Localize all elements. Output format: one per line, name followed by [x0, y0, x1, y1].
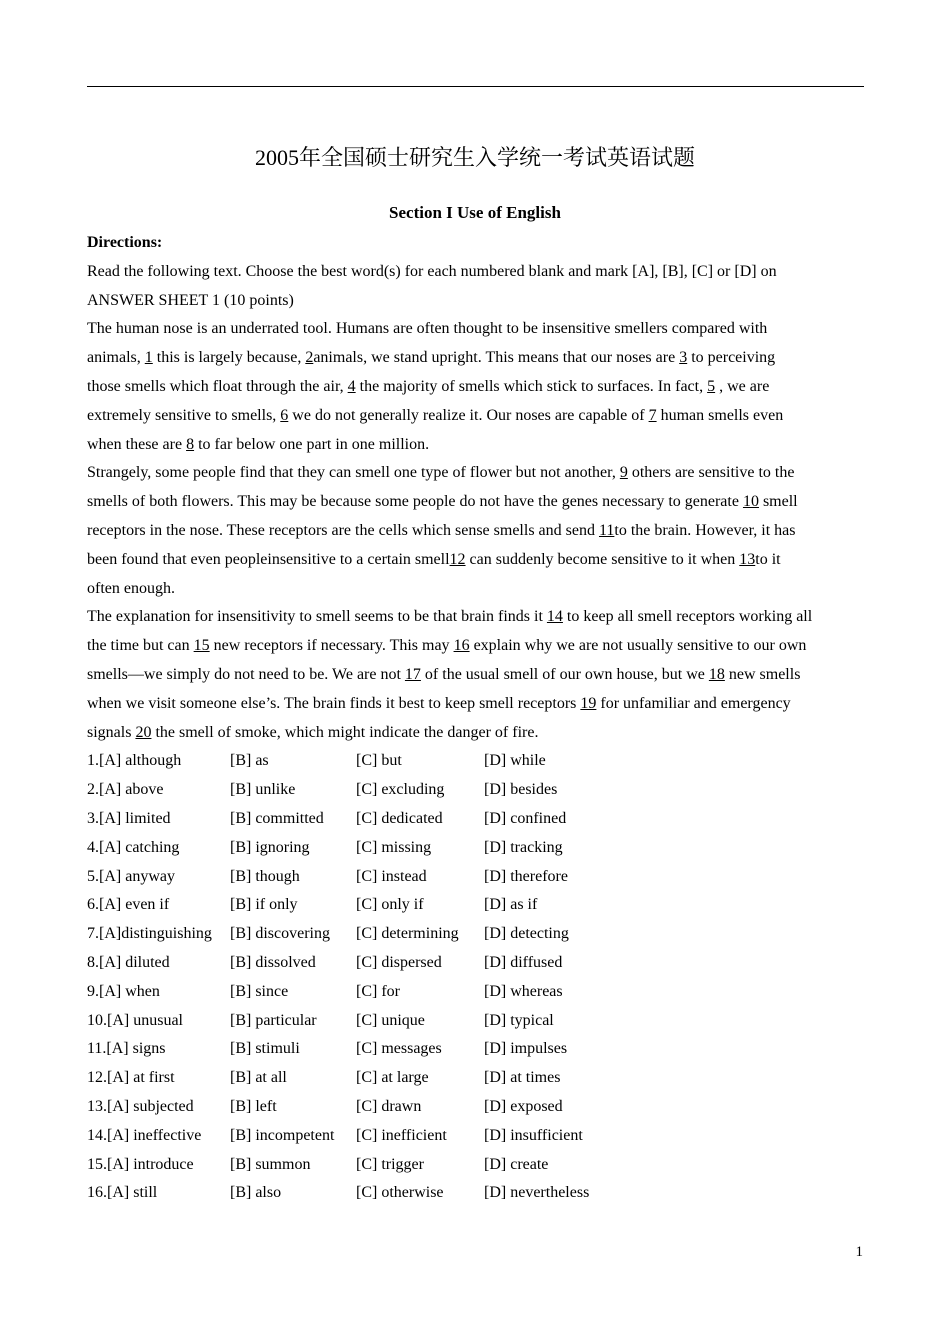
text-run: new smells [724, 665, 801, 683]
text-run: of the usual smell of our own house, but we [420, 665, 709, 683]
option-b: [B] left [230, 1097, 277, 1115]
text-run: to keep all smell receptors working all [562, 608, 813, 626]
option-b: [B] committed [230, 809, 324, 827]
text-run: smell [758, 493, 798, 511]
option-a: 3.[A] limited [87, 809, 171, 827]
text-run: can suddenly become sensitive to it when [465, 550, 740, 568]
text-run: human smells even [656, 406, 784, 424]
option-c: [C] only if [356, 896, 424, 914]
option-row [87, 805, 867, 834]
option-a: 1.[A] although [87, 752, 182, 770]
blank-17: 17 [404, 665, 421, 683]
option-d: [D] impulses [484, 1040, 568, 1058]
text-run: to the brain. However, it has [614, 521, 796, 539]
option-a: 4.[A] catching [87, 838, 180, 856]
passage-line: The human nose is an underrated tool. Humans are often thought to be insensitive smellers compared with [87, 320, 768, 338]
option-b: [B] particular [230, 1011, 317, 1029]
option-c: [C] instead [356, 867, 427, 885]
option-b: [B] ignoring [230, 838, 310, 856]
option-b: [B] stimuli [230, 1040, 300, 1058]
options-list [87, 747, 867, 1208]
option-b: [B] summon [230, 1155, 311, 1173]
option-row [87, 1064, 867, 1093]
option-d: [D] exposed [484, 1097, 563, 1115]
option-b: [B] incompetent [230, 1126, 335, 1144]
option-d: [D] diffused [484, 953, 563, 971]
option-c: [C] dispersed [356, 953, 442, 971]
text-run: this is largely because, [152, 349, 306, 367]
option-a: 10.[A] unusual [87, 1011, 183, 1029]
option-d: [D] detecting [484, 925, 569, 943]
text-run: been found that even peopleinsensitive to a certain smell [87, 550, 450, 568]
text-run: animals, we stand upright. This means that our noses are [313, 349, 680, 367]
blank-3: 3 [679, 349, 688, 367]
blank-20: 20 [135, 723, 152, 741]
option-c: [C] excluding [356, 781, 445, 799]
option-b: [B] if only [230, 896, 298, 914]
passage-line [87, 517, 867, 546]
option-d: [D] as if [484, 896, 538, 914]
text-run: Strangely, some people find that they can smell one type of flower but not another, [87, 464, 620, 482]
text-run: the time but can [87, 637, 194, 655]
blank-11: 11 [598, 521, 615, 539]
passage-line [87, 488, 867, 517]
blank-1: 1 [144, 349, 153, 367]
option-b: [B] as [230, 752, 269, 770]
option-c: [C] otherwise [356, 1184, 444, 1202]
passage-line [87, 459, 867, 488]
option-a: 13.[A] subjected [87, 1097, 194, 1115]
blank-10: 10 [742, 493, 759, 511]
option-c: [C] but [356, 752, 402, 770]
text-run: new receptors if necessary. This may [209, 637, 454, 655]
option-d: [D] confined [484, 809, 567, 827]
option-c: [C] trigger [356, 1155, 424, 1173]
page-number: 1 [855, 1244, 863, 1260]
option-row [87, 1035, 867, 1064]
option-row [87, 1151, 867, 1180]
text-run: the majority of smells which stick to surfaces. In fact, [355, 377, 708, 395]
option-d: [D] at times [484, 1069, 561, 1087]
option-c: [C] at large [356, 1069, 429, 1087]
option-c: [C] for [356, 982, 400, 1000]
option-d: [D] typical [484, 1011, 554, 1029]
blank-16: 16 [453, 637, 470, 655]
option-b: [B] discovering [230, 925, 330, 943]
option-row [87, 978, 867, 1007]
passage-line [87, 431, 867, 460]
option-row [87, 834, 867, 863]
directions-line: Read the following text. Choose the best word(s) for each numbered blank and mark [A], [B], [C] or [D] on [87, 262, 777, 280]
option-c: [C] messages [356, 1040, 442, 1058]
option-c: [C] dedicated [356, 809, 443, 827]
option-row [87, 1179, 867, 1208]
text-run: to perceiving [687, 349, 776, 367]
text-run: those smells which float through the air, [87, 377, 348, 395]
option-d: [D] nevertheless [484, 1184, 590, 1202]
text-run: to far below one part in one million. [194, 435, 430, 453]
option-c: [C] determining [356, 925, 459, 943]
passage-line [87, 632, 867, 661]
option-d: [D] insufficient [484, 1126, 583, 1144]
blank-15: 15 [193, 637, 210, 655]
option-b: [B] since [230, 982, 289, 1000]
text-run: explain why we are not usually sensitive to our own [469, 637, 807, 655]
option-row [87, 776, 867, 805]
option-a: 8.[A] diluted [87, 953, 170, 971]
option-c: [C] inefficient [356, 1126, 447, 1144]
passage-line [87, 661, 867, 690]
passage-line [87, 546, 867, 575]
option-a: 14.[A] ineffective [87, 1126, 202, 1144]
directions-label: Directions: [87, 234, 163, 251]
text-run: when we visit someone else’s. The brain finds it best to keep smell receptors [87, 694, 581, 712]
blank-5: 5 [707, 377, 716, 395]
passage-line: often enough. [87, 579, 175, 597]
text-run: signals [87, 723, 136, 741]
passage-line [87, 373, 867, 402]
blank-7: 7 [648, 406, 657, 424]
option-b: [B] unlike [230, 781, 296, 799]
option-d: [D] whereas [484, 982, 563, 1000]
document-body [87, 229, 867, 1208]
text-run: extremely sensitive to smells, [87, 406, 281, 424]
passage-line [87, 603, 867, 632]
text-run: The explanation for insensitivity to smell seems to be that brain finds it [87, 608, 547, 626]
passage-line [87, 690, 867, 719]
option-b: [B] at all [230, 1069, 287, 1087]
blank-19: 19 [580, 694, 597, 712]
text-run: to it [755, 550, 781, 568]
text-run: receptors in the nose. These receptors are the cells which sense smells and send [87, 521, 599, 539]
blank-8: 8 [186, 435, 195, 453]
text-run: , we are [715, 377, 770, 395]
passage-line [87, 344, 867, 373]
option-a: 6.[A] even if [87, 896, 170, 914]
option-row [87, 1007, 867, 1036]
option-c: [C] missing [356, 838, 432, 856]
header-rule [87, 86, 864, 87]
text-run: we do not generally realize it. Our noses are capable of [288, 406, 649, 424]
text-run: animals, [87, 349, 145, 367]
option-row [87, 891, 867, 920]
text-run: others are sensitive to the [627, 464, 795, 482]
blank-14: 14 [546, 608, 563, 626]
option-d: [D] tracking [484, 838, 563, 856]
blank-13: 13 [739, 550, 756, 568]
blank-18: 18 [708, 665, 725, 683]
option-d: [D] while [484, 752, 546, 770]
directions-line: ANSWER SHEET 1 (10 points) [87, 291, 294, 309]
option-a: 2.[A] above [87, 781, 164, 799]
exam-title: 2005年全国硕士研究生入学统一考试英语试题 [254, 145, 695, 170]
option-a: 7.[A]distinguishing [87, 925, 212, 943]
passage-line [87, 719, 867, 748]
option-b: [B] dissolved [230, 953, 316, 971]
blank-6: 6 [280, 406, 289, 424]
option-d: [D] create [484, 1155, 549, 1173]
text-run: when these are [87, 435, 187, 453]
option-row [87, 1093, 867, 1122]
option-d: [D] besides [484, 781, 558, 799]
section-heading: Section I Use of English [389, 203, 561, 222]
option-b: [B] though [230, 867, 300, 885]
text-run: smells of both flowers. This may be because some people do not have the genes necessary to generate [87, 493, 743, 511]
text-run: for unfamiliar and emergency [596, 694, 791, 712]
option-row [87, 920, 867, 949]
option-a: 15.[A] introduce [87, 1155, 194, 1173]
option-row [87, 949, 867, 978]
blank-4: 4 [347, 377, 356, 395]
option-row [87, 863, 867, 892]
option-row [87, 747, 867, 776]
option-d: [D] therefore [484, 867, 568, 885]
blank-12: 12 [449, 550, 466, 568]
option-a: 12.[A] at first [87, 1069, 175, 1087]
option-b: [B] also [230, 1184, 282, 1202]
option-a: 9.[A] when [87, 982, 160, 1000]
passage-line [87, 402, 867, 431]
text-run: the smell of smoke, which might indicate the danger of fire. [151, 723, 539, 741]
option-a: 5.[A] anyway [87, 867, 175, 885]
blank-9: 9 [619, 464, 628, 482]
option-row [87, 1122, 867, 1151]
option-a: 11.[A] signs [87, 1040, 166, 1058]
option-a: 16.[A] still [87, 1184, 158, 1202]
option-c: [C] drawn [356, 1097, 422, 1115]
blank-2: 2 [305, 349, 314, 367]
option-c: [C] unique [356, 1011, 425, 1029]
text-run: smells—we simply do not need to be. We are not [87, 665, 405, 683]
